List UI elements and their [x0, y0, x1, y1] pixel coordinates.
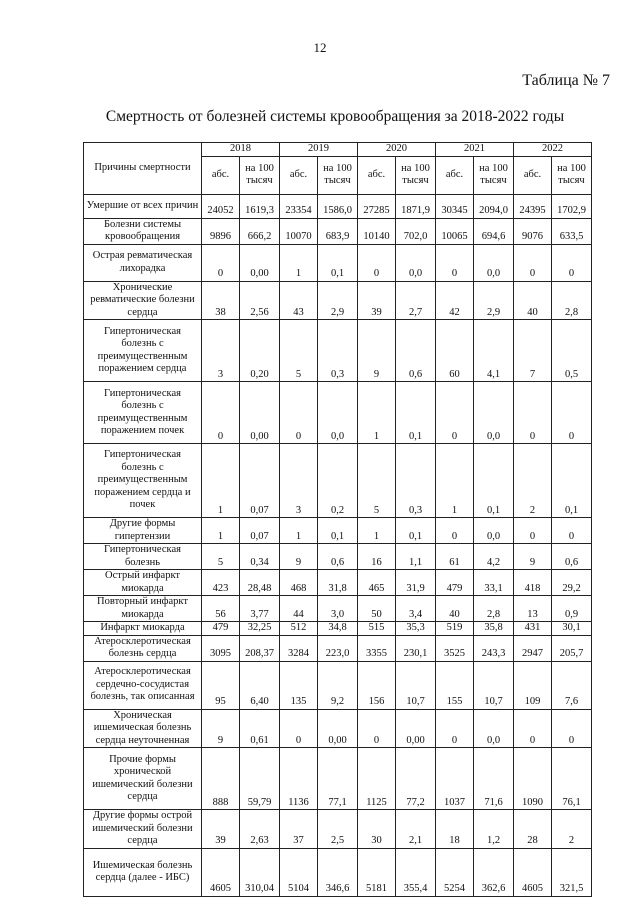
- per-100k-value-cell: 33,1: [474, 570, 514, 596]
- abs-value-cell: 16: [358, 544, 396, 570]
- per-100k-value-cell: 0,3: [396, 444, 436, 518]
- abs-value-cell: 519: [436, 622, 474, 636]
- per-100k-value-cell: 35,3: [396, 622, 436, 636]
- abs-value-cell: 28: [514, 810, 552, 849]
- per-100k-value-cell: 0,07: [240, 518, 280, 544]
- table-row: [84, 382, 592, 444]
- abs-header: абс.: [280, 156, 318, 194]
- abs-value-cell: 2: [514, 444, 552, 518]
- abs-value-cell: 468: [280, 570, 318, 596]
- abs-value-cell: 0: [514, 244, 552, 281]
- per-100k-value-cell: 2: [552, 810, 592, 849]
- abs-value-cell: 18: [436, 810, 474, 849]
- table-body: [84, 194, 592, 896]
- table-row: [84, 518, 592, 544]
- abs-value-cell: 10140: [358, 218, 396, 244]
- per-100k-value-cell: 346,6: [318, 848, 358, 896]
- abs-value-cell: 24395: [514, 194, 552, 218]
- abs-value-cell: 1: [358, 382, 396, 444]
- per-100k-value-cell: 0,0: [474, 382, 514, 444]
- abs-value-cell: 512: [280, 622, 318, 636]
- per-100k-value-cell: 1702,9: [552, 194, 592, 218]
- table-row: [84, 544, 592, 570]
- year-header: 2019: [280, 143, 358, 157]
- per-100k-value-cell: 0,61: [240, 709, 280, 748]
- per-100k-value-cell: 1,2: [474, 810, 514, 849]
- abs-value-cell: 39: [358, 281, 396, 320]
- abs-value-cell: 9076: [514, 218, 552, 244]
- abs-value-cell: 61: [436, 544, 474, 570]
- table-row: [84, 281, 592, 320]
- abs-value-cell: 3355: [358, 635, 396, 661]
- abs-value-cell: 888: [202, 748, 240, 810]
- per-100k-value-cell: 77,1: [318, 748, 358, 810]
- per-100k-value-cell: 0,0: [474, 709, 514, 748]
- abs-value-cell: 3: [280, 444, 318, 518]
- document-title: Смертность от болезней системы кровообращения за 2018-2022 годы: [105, 108, 565, 125]
- abs-value-cell: 60: [436, 320, 474, 382]
- table-row: [84, 244, 592, 281]
- per-100k-value-cell: 0,1: [552, 444, 592, 518]
- abs-value-cell: 39: [202, 810, 240, 849]
- per-100k-header: на 100 тысяч: [552, 156, 592, 194]
- abs-value-cell: 1: [202, 444, 240, 518]
- cause-cell: Гипертоническая болезнь с преимущественным поражением сердца: [84, 320, 202, 382]
- abs-value-cell: 5181: [358, 848, 396, 896]
- abs-value-cell: 515: [358, 622, 396, 636]
- per-100k-value-cell: 59,79: [240, 748, 280, 810]
- abs-value-cell: 5104: [280, 848, 318, 896]
- abs-value-cell: 418: [514, 570, 552, 596]
- per-100k-value-cell: 0,0: [474, 518, 514, 544]
- year-header: 2021: [436, 143, 514, 157]
- abs-value-cell: 10070: [280, 218, 318, 244]
- per-100k-header: на 100 тысяч: [396, 156, 436, 194]
- per-100k-value-cell: 77,2: [396, 748, 436, 810]
- abs-value-cell: 13: [514, 596, 552, 622]
- abs-value-cell: 30: [358, 810, 396, 849]
- per-100k-value-cell: 1,1: [396, 544, 436, 570]
- per-100k-value-cell: 362,6: [474, 848, 514, 896]
- cause-cell: Хроническая ишемическая болезнь сердца неуточненная: [84, 709, 202, 748]
- abs-value-cell: 40: [514, 281, 552, 320]
- table-row: [84, 748, 592, 810]
- abs-value-cell: 109: [514, 661, 552, 709]
- abs-header: абс.: [358, 156, 396, 194]
- per-100k-value-cell: 3,77: [240, 596, 280, 622]
- per-100k-value-cell: 1586,0: [318, 194, 358, 218]
- per-100k-value-cell: 31,8: [318, 570, 358, 596]
- abs-value-cell: 156: [358, 661, 396, 709]
- year-header: 2018: [202, 143, 280, 157]
- per-100k-value-cell: 32,25: [240, 622, 280, 636]
- per-100k-value-cell: 6,40: [240, 661, 280, 709]
- per-100k-value-cell: 2,5: [318, 810, 358, 849]
- cause-column-header: Причины смертности: [84, 143, 202, 195]
- per-100k-value-cell: 0,07: [240, 444, 280, 518]
- per-100k-value-cell: 0,0: [474, 244, 514, 281]
- per-100k-value-cell: 3,0: [318, 596, 358, 622]
- cause-cell: Острая ревматическая лихорадка: [84, 244, 202, 281]
- per-100k-value-cell: 0: [552, 518, 592, 544]
- cause-cell: Атеросклеротическая сердечно-сосудистая болезнь, так описанная: [84, 661, 202, 709]
- per-100k-value-cell: 666,2: [240, 218, 280, 244]
- abs-value-cell: 431: [514, 622, 552, 636]
- cause-cell: Хронические ревматические болезни сердца: [84, 281, 202, 320]
- cause-cell: Острый инфаркт миокарда: [84, 570, 202, 596]
- abs-value-cell: 1: [436, 444, 474, 518]
- abs-value-cell: 9: [280, 544, 318, 570]
- abs-value-cell: 24052: [202, 194, 240, 218]
- table-row: [84, 622, 592, 636]
- table-row: [84, 635, 592, 661]
- per-100k-value-cell: 0,1: [318, 518, 358, 544]
- per-100k-value-cell: 0,3: [318, 320, 358, 382]
- table-row: [84, 709, 592, 748]
- per-100k-value-cell: 76,1: [552, 748, 592, 810]
- per-100k-value-cell: 2,8: [474, 596, 514, 622]
- per-100k-value-cell: 0,1: [474, 444, 514, 518]
- abs-value-cell: 43: [280, 281, 318, 320]
- abs-value-cell: 0: [514, 709, 552, 748]
- abs-value-cell: 4605: [202, 848, 240, 896]
- cause-cell: Повторный инфаркт миокарда: [84, 596, 202, 622]
- abs-value-cell: 5254: [436, 848, 474, 896]
- per-100k-value-cell: 28,48: [240, 570, 280, 596]
- per-100k-value-cell: 71,6: [474, 748, 514, 810]
- abs-value-cell: 4605: [514, 848, 552, 896]
- abs-value-cell: 155: [436, 661, 474, 709]
- cause-cell: Прочие формы хронической ишемический болезни сердца: [84, 748, 202, 810]
- per-100k-value-cell: 2,7: [396, 281, 436, 320]
- abs-value-cell: 1: [358, 518, 396, 544]
- per-100k-value-cell: 35,8: [474, 622, 514, 636]
- per-100k-value-cell: 0,6: [552, 544, 592, 570]
- abs-value-cell: 23354: [280, 194, 318, 218]
- abs-value-cell: 2947: [514, 635, 552, 661]
- table-row: [84, 596, 592, 622]
- per-100k-value-cell: 683,9: [318, 218, 358, 244]
- header-row-years: [84, 143, 592, 157]
- abs-value-cell: 5: [358, 444, 396, 518]
- per-100k-value-cell: 243,3: [474, 635, 514, 661]
- abs-value-cell: 1136: [280, 748, 318, 810]
- per-100k-value-cell: 29,2: [552, 570, 592, 596]
- abs-value-cell: 0: [436, 382, 474, 444]
- abs-value-cell: 44: [280, 596, 318, 622]
- per-100k-value-cell: 0,6: [396, 320, 436, 382]
- abs-value-cell: 479: [436, 570, 474, 596]
- per-100k-value-cell: 30,1: [552, 622, 592, 636]
- mortality-table: [83, 142, 592, 897]
- abs-value-cell: 9: [202, 709, 240, 748]
- abs-value-cell: 0: [280, 382, 318, 444]
- per-100k-value-cell: 310,04: [240, 848, 280, 896]
- abs-value-cell: 50: [358, 596, 396, 622]
- per-100k-value-cell: 2,8: [552, 281, 592, 320]
- abs-value-cell: 465: [358, 570, 396, 596]
- per-100k-header: на 100 тысяч: [474, 156, 514, 194]
- abs-value-cell: 42: [436, 281, 474, 320]
- cause-cell: Другие формы острой ишемический болезни сердца: [84, 810, 202, 849]
- per-100k-value-cell: 1619,3: [240, 194, 280, 218]
- cause-cell: Гипертоническая болезнь с преимущественным поражением почек: [84, 382, 202, 444]
- abs-value-cell: 5: [202, 544, 240, 570]
- per-100k-value-cell: 0,1: [396, 382, 436, 444]
- abs-value-cell: 30345: [436, 194, 474, 218]
- abs-value-cell: 1: [280, 244, 318, 281]
- per-100k-value-cell: 2,9: [318, 281, 358, 320]
- abs-header: абс.: [514, 156, 552, 194]
- cause-cell: Болезни системы кровообращения: [84, 218, 202, 244]
- per-100k-value-cell: 223,0: [318, 635, 358, 661]
- abs-header: абс.: [436, 156, 474, 194]
- year-header: 2022: [514, 143, 592, 157]
- abs-header: абс.: [202, 156, 240, 194]
- abs-value-cell: 95: [202, 661, 240, 709]
- abs-value-cell: 9: [514, 544, 552, 570]
- table-row: [84, 194, 592, 218]
- per-100k-value-cell: 10,7: [396, 661, 436, 709]
- abs-value-cell: 3284: [280, 635, 318, 661]
- per-100k-value-cell: 0,0: [318, 382, 358, 444]
- per-100k-value-cell: 355,4: [396, 848, 436, 896]
- abs-value-cell: 10065: [436, 218, 474, 244]
- abs-value-cell: 1: [280, 518, 318, 544]
- abs-value-cell: 1: [202, 518, 240, 544]
- abs-value-cell: 0: [436, 244, 474, 281]
- per-100k-value-cell: 10,7: [474, 661, 514, 709]
- per-100k-value-cell: 0,1: [318, 244, 358, 281]
- per-100k-value-cell: 230,1: [396, 635, 436, 661]
- per-100k-value-cell: 0,00: [240, 244, 280, 281]
- abs-value-cell: 40: [436, 596, 474, 622]
- per-100k-value-cell: 321,5: [552, 848, 592, 896]
- per-100k-value-cell: 2,63: [240, 810, 280, 849]
- per-100k-value-cell: 4,2: [474, 544, 514, 570]
- table-row: [84, 848, 592, 896]
- per-100k-value-cell: 4,1: [474, 320, 514, 382]
- cause-cell: Умершие от всех причин: [84, 194, 202, 218]
- table-row: [84, 661, 592, 709]
- abs-value-cell: 3: [202, 320, 240, 382]
- abs-value-cell: 0: [358, 709, 396, 748]
- abs-value-cell: 0: [280, 709, 318, 748]
- per-100k-value-cell: 0: [552, 382, 592, 444]
- per-100k-value-cell: 0,00: [396, 709, 436, 748]
- per-100k-value-cell: 1871,9: [396, 194, 436, 218]
- abs-value-cell: 7: [514, 320, 552, 382]
- per-100k-header: на 100 тысяч: [318, 156, 358, 194]
- abs-value-cell: 56: [202, 596, 240, 622]
- per-100k-value-cell: 0,0: [396, 244, 436, 281]
- per-100k-value-cell: 9,2: [318, 661, 358, 709]
- abs-value-cell: 9896: [202, 218, 240, 244]
- abs-value-cell: 0: [514, 518, 552, 544]
- abs-value-cell: 37: [280, 810, 318, 849]
- abs-value-cell: 27285: [358, 194, 396, 218]
- per-100k-value-cell: 2,9: [474, 281, 514, 320]
- per-100k-value-cell: 0,34: [240, 544, 280, 570]
- per-100k-header: на 100 тысяч: [240, 156, 280, 194]
- abs-value-cell: 1125: [358, 748, 396, 810]
- abs-value-cell: 5: [280, 320, 318, 382]
- cause-cell: Гипертоническая болезнь с преимущественным поражением сердца и почек: [84, 444, 202, 518]
- per-100k-value-cell: 0,00: [318, 709, 358, 748]
- table-row: [84, 218, 592, 244]
- abs-value-cell: 38: [202, 281, 240, 320]
- per-100k-value-cell: 0,00: [240, 382, 280, 444]
- per-100k-value-cell: 633,5: [552, 218, 592, 244]
- abs-value-cell: 9: [358, 320, 396, 382]
- year-header: 2020: [358, 143, 436, 157]
- per-100k-value-cell: 205,7: [552, 635, 592, 661]
- per-100k-value-cell: 0,9: [552, 596, 592, 622]
- abs-value-cell: 0: [202, 244, 240, 281]
- abs-value-cell: 0: [202, 382, 240, 444]
- table-row: [84, 810, 592, 849]
- per-100k-value-cell: 34,8: [318, 622, 358, 636]
- per-100k-value-cell: 31,9: [396, 570, 436, 596]
- abs-value-cell: 0: [436, 709, 474, 748]
- per-100k-value-cell: 208,37: [240, 635, 280, 661]
- cause-cell: Ишемическая болезнь сердца (далее - ИБС): [84, 848, 202, 896]
- per-100k-value-cell: 0,6: [318, 544, 358, 570]
- per-100k-value-cell: 0: [552, 709, 592, 748]
- cause-cell: Другие формы гипертензии: [84, 518, 202, 544]
- per-100k-value-cell: 0,2: [318, 444, 358, 518]
- per-100k-value-cell: 0,1: [396, 518, 436, 544]
- abs-value-cell: 1037: [436, 748, 474, 810]
- per-100k-value-cell: 2,56: [240, 281, 280, 320]
- abs-value-cell: 3095: [202, 635, 240, 661]
- cause-cell: Инфаркт миокарда: [84, 622, 202, 636]
- per-100k-value-cell: 2,1: [396, 810, 436, 849]
- abs-value-cell: 1090: [514, 748, 552, 810]
- page-number: 12: [313, 40, 327, 55]
- cause-cell: Атеросклеротическая болезнь сердца: [84, 635, 202, 661]
- abs-value-cell: 0: [358, 244, 396, 281]
- table-row: [84, 320, 592, 382]
- table-row: [84, 570, 592, 596]
- per-100k-value-cell: 3,4: [396, 596, 436, 622]
- abs-value-cell: 3525: [436, 635, 474, 661]
- cause-cell: Гипертоническая болезнь: [84, 544, 202, 570]
- abs-value-cell: 423: [202, 570, 240, 596]
- abs-value-cell: 0: [514, 382, 552, 444]
- per-100k-value-cell: 7,6: [552, 661, 592, 709]
- table-row: [84, 444, 592, 518]
- abs-value-cell: 479: [202, 622, 240, 636]
- abs-value-cell: 135: [280, 661, 318, 709]
- per-100k-value-cell: 702,0: [396, 218, 436, 244]
- per-100k-value-cell: 0: [552, 244, 592, 281]
- per-100k-value-cell: 2094,0: [474, 194, 514, 218]
- abs-value-cell: 0: [436, 518, 474, 544]
- per-100k-value-cell: 694,6: [474, 218, 514, 244]
- table-label: Таблица № 7: [522, 72, 610, 89]
- per-100k-value-cell: 0,5: [552, 320, 592, 382]
- per-100k-value-cell: 0,20: [240, 320, 280, 382]
